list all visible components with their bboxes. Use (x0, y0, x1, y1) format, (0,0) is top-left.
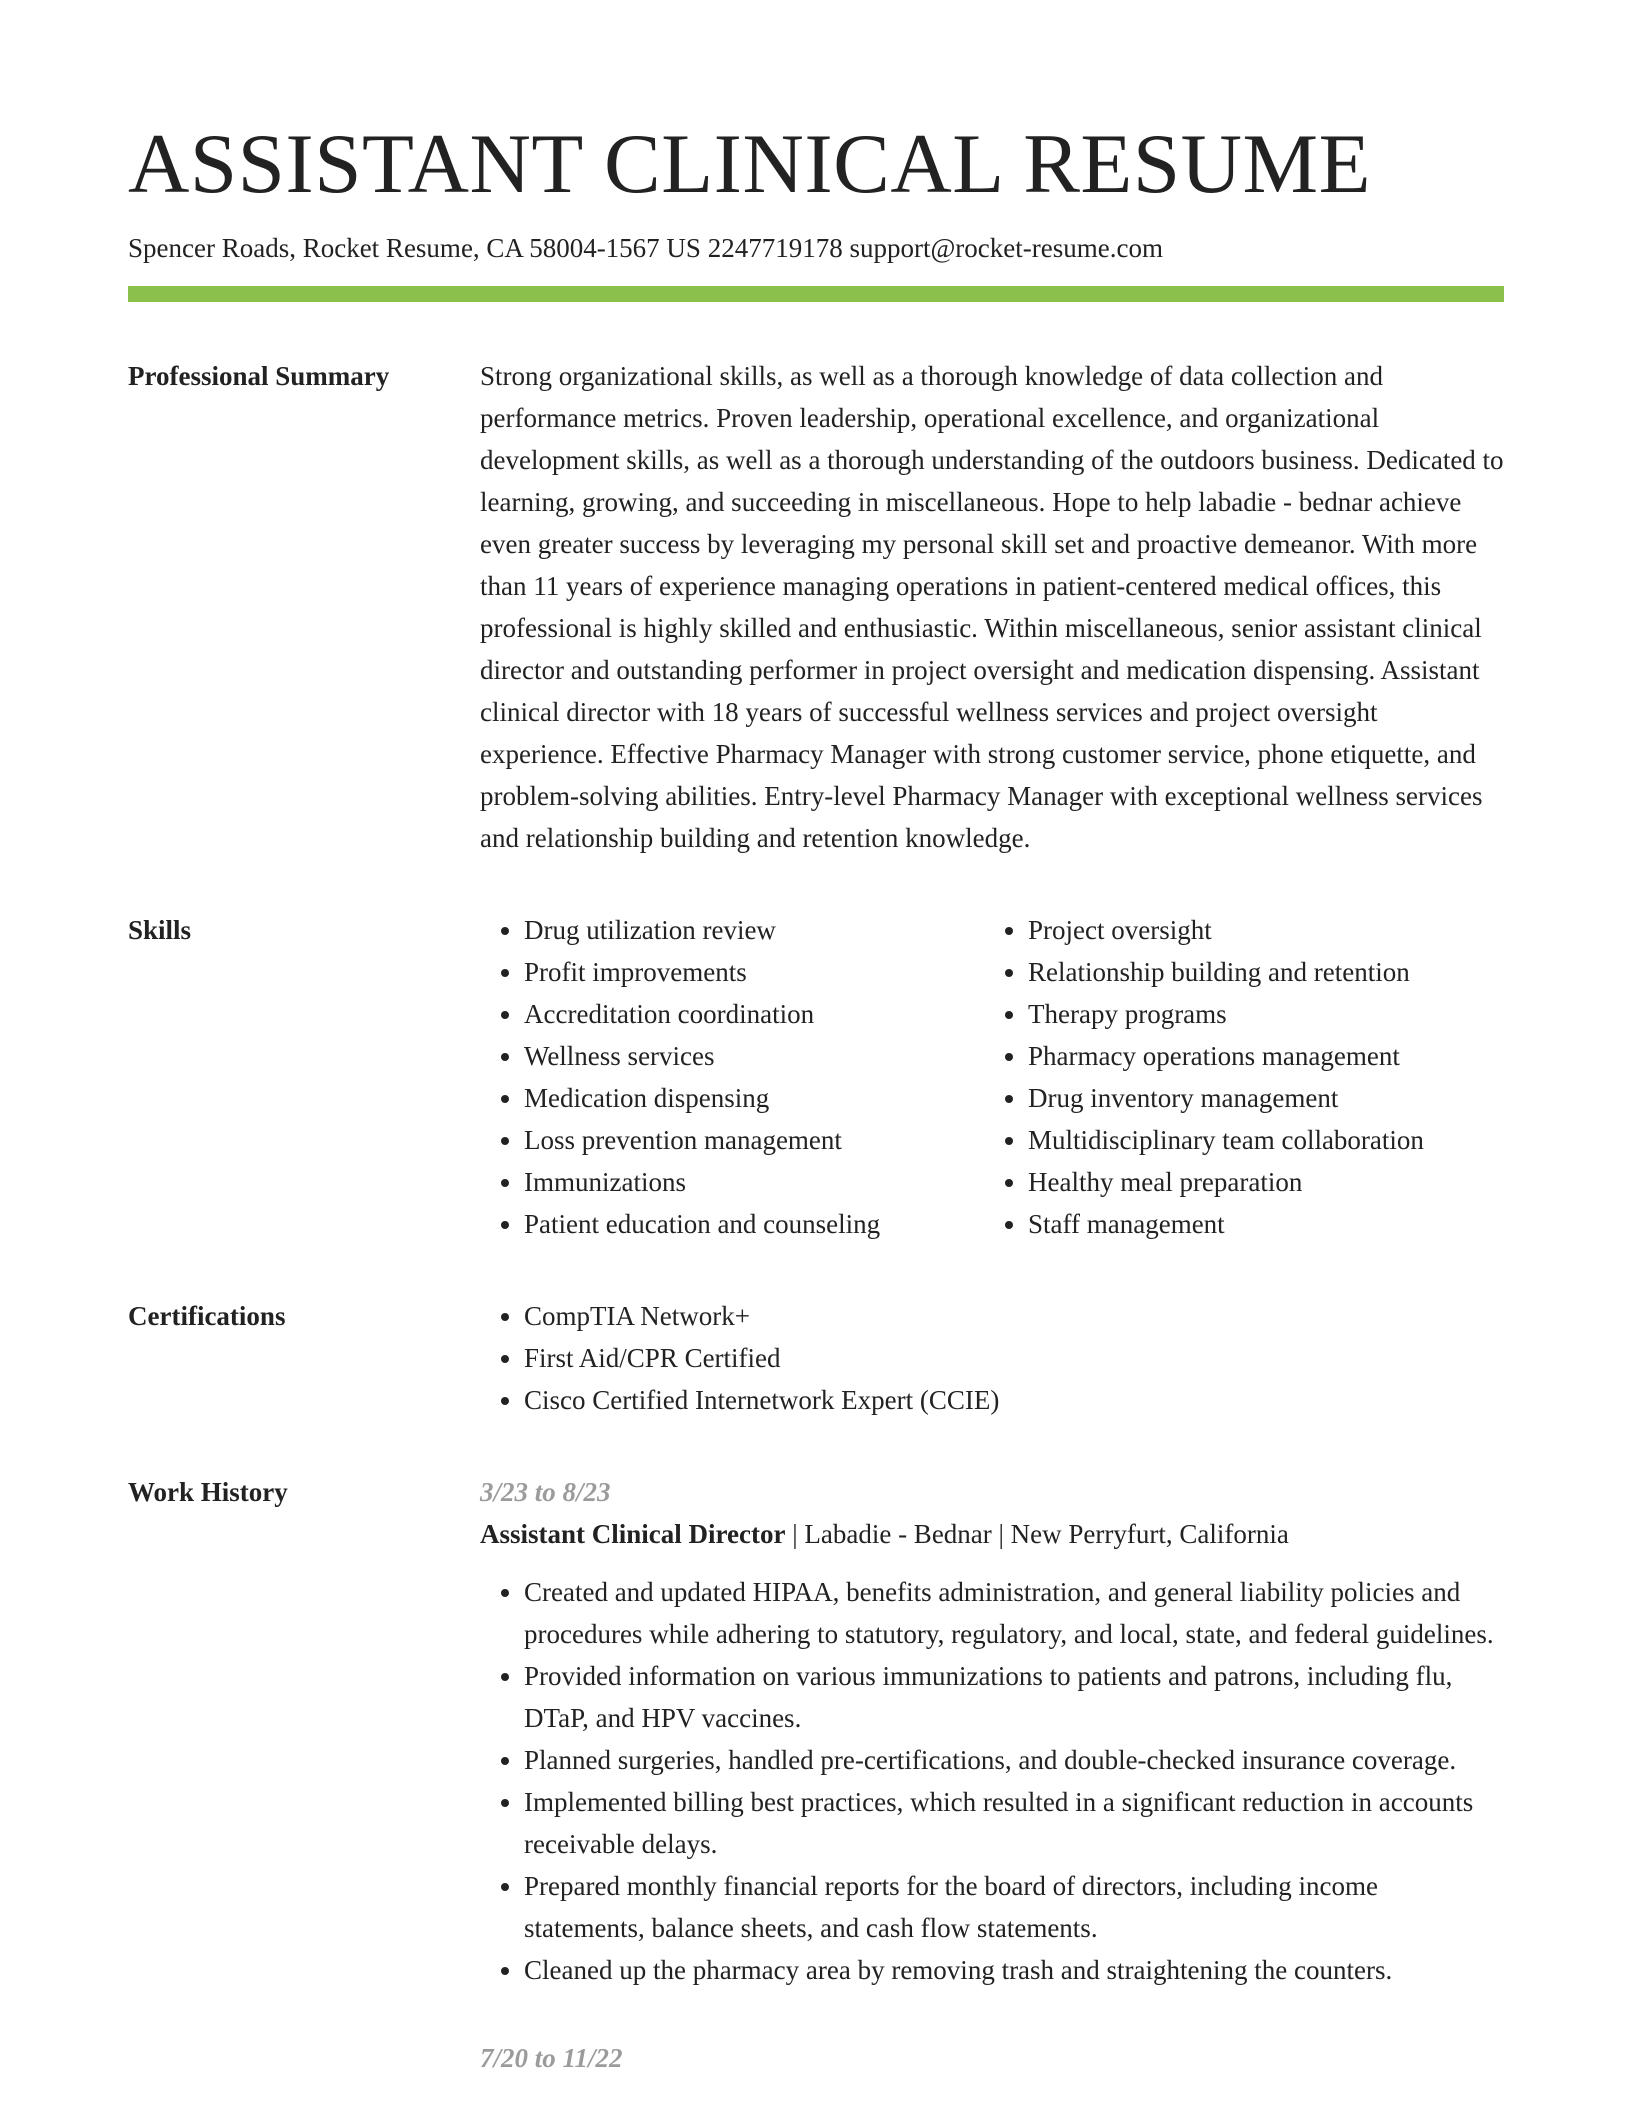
job-title: Assistant Clinical Director (480, 1518, 786, 1549)
certification-item: • CompTIA Network+ (524, 1295, 1504, 1337)
skill-item: • Drug inventory management (1028, 1077, 1488, 1119)
skill-item: • Immunizations (524, 1161, 984, 1203)
job-entry (480, 2037, 1504, 2079)
skill-item: • Healthy meal preparation (1028, 1161, 1488, 1203)
skill-item: • Staff management (1028, 1203, 1488, 1245)
skill-item: • Wellness services (524, 1035, 984, 1077)
skills-list-left (480, 909, 984, 1245)
job-entry (480, 1471, 1504, 1991)
work-history-label: Work History (128, 1476, 288, 1507)
certification-item: • Cisco Certified Internetwork Expert (CCIE) (524, 1379, 1504, 1421)
skill-item: • Accreditation coordination (524, 993, 984, 1035)
job-dates: 7/20 to 11/22 (480, 2042, 623, 2073)
certification-item: • First Aid/CPR Certified (524, 1337, 1504, 1379)
summary-label: Professional Summary (128, 360, 390, 391)
skill-item: • Drug utilization review (524, 909, 984, 951)
resume-page (128, 0, 1504, 2079)
certifications-body (480, 1295, 1504, 1421)
skill-item: • Therapy programs (1028, 993, 1488, 1035)
skill-item: • Relationship building and retention (1028, 951, 1488, 993)
certifications-list (480, 1295, 1504, 1421)
job-bullet: • Created and updated HIPAA, benefits administration, and general liability policies and procedures while adhering to statutory, regulatory, and local, state, and federal guidelines. (524, 1571, 1504, 1655)
accent-divider (128, 286, 1504, 302)
skills-label: Skills (128, 914, 192, 945)
skill-item: • Pharmacy operations management (1028, 1035, 1488, 1077)
skill-item: • Project oversight (1028, 909, 1488, 951)
summary-section (128, 355, 1504, 859)
skill-item: • Profit improvements (524, 951, 984, 993)
job-heading (480, 1513, 1504, 1555)
certifications-label: Certifications (128, 1300, 286, 1331)
skill-item: • Patient education and counseling (524, 1203, 984, 1245)
skills-section (128, 909, 1504, 1245)
skills-column-right (984, 909, 1488, 1245)
job-bullet: • Implemented billing best practices, which resulted in a significant reduction in accounts receivable delays. (524, 1781, 1504, 1865)
work-history-body (480, 1471, 1504, 2079)
skills-body (480, 909, 1504, 1245)
skills-grid (480, 909, 1504, 1245)
job-details: | Labadie - Bednar | New Perryfurt, California (785, 1518, 1289, 1549)
job-bullet: • Cleaned up the pharmacy area by removing trash and straightening the counters. (524, 1949, 1504, 1991)
job-bullets (480, 1571, 1504, 1991)
work-history-section (128, 1471, 1504, 2079)
contact-line: Spencer Roads, Rocket Resume, CA 58004-1567 US 2247719178 support@rocket-resume.com (128, 232, 1163, 263)
skills-column-left (480, 909, 984, 1245)
skill-item: • Multidisciplinary team collaboration (1028, 1119, 1488, 1161)
job-bullet: • Provided information on various immunizations to patients and patrons, including flu, DTaP, and HPV vaccines. (524, 1655, 1504, 1739)
job-dates: 3/23 to 8/23 (480, 1476, 611, 1507)
skill-item: • Loss prevention management (524, 1119, 984, 1161)
summary-body (480, 355, 1504, 859)
resume-title: ASSISTANT CLINICAL RESUME (128, 117, 1372, 211)
job-bullet: • Planned surgeries, handled pre-certifications, and double-checked insurance coverage. (524, 1739, 1504, 1781)
summary-text: Strong organizational skills, as well as a thorough knowledge of data collection and performance metrics. Proven leadership, operational excellence, and organizational development skills, as well as a thorough understanding of the outdoors business. Dedicated to learning, growing, and succeeding in miscellaneous. Hope to help labadie - bednar achieve even greater success by leveraging my personal skill set and proactive demeanor. With more than 11 years of experience managing operations in patient-centered medical offices, this professional is highly skilled and enthusiastic. Within miscellaneous, senior assistant clinical director and outstanding performer in project oversight and medication dispensing. Assistant clinical director with 18 years of successful wellness services and project oversight experience. Effective Pharmacy Manager with strong customer service, phone etiquette, and problem-solving abilities. Entry-level Pharmacy Manager with exceptional wellness services and relationship building and retention knowledge. (480, 360, 1504, 853)
skills-list-right (984, 909, 1488, 1245)
job-bullet: • Prepared monthly financial reports for the board of directors, including income statements, balance sheets, and cash flow statements. (524, 1865, 1504, 1949)
skill-item: • Medication dispensing (524, 1077, 984, 1119)
certifications-section (128, 1295, 1504, 1421)
